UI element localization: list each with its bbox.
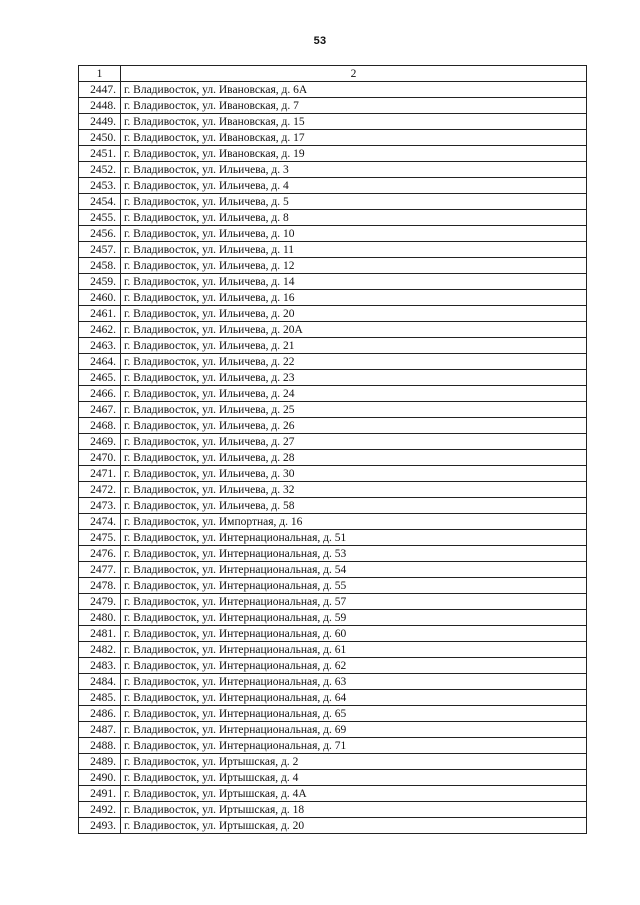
row-number-cell: 2466.: [79, 386, 121, 402]
row-number-cell: 2489.: [79, 754, 121, 770]
address-cell: г. Владивосток, ул. Ильичева, д. 32: [121, 482, 587, 498]
row-number-cell: 2478.: [79, 578, 121, 594]
column-header-number: 1: [79, 66, 121, 82]
row-number-cell: 2485.: [79, 690, 121, 706]
page-number: 53: [313, 35, 327, 47]
address-cell: г. Владивосток, ул. Интернациональная, д. 62: [121, 658, 587, 674]
table-row: [79, 786, 587, 802]
row-number-cell: 2468.: [79, 418, 121, 434]
table-row: [79, 146, 587, 162]
table-row: [79, 562, 587, 578]
row-number-cell: 2491.: [79, 786, 121, 802]
row-number-cell: 2461.: [79, 306, 121, 322]
row-number-cell: 2455.: [79, 210, 121, 226]
address-cell: г. Владивосток, ул. Иртышская, д. 2: [121, 754, 587, 770]
address-cell: г. Владивосток, ул. Ивановская, д. 19: [121, 146, 587, 162]
address-cell: г. Владивосток, ул. Ивановская, д. 6А: [121, 82, 587, 98]
table-body: [79, 82, 587, 834]
address-cell: г. Владивосток, ул. Интернациональная, д. 55: [121, 578, 587, 594]
row-number-cell: 2470.: [79, 450, 121, 466]
table-row: [79, 578, 587, 594]
table-row: [79, 242, 587, 258]
table-row: [79, 754, 587, 770]
address-cell: г. Владивосток, ул. Иртышская, д. 4: [121, 770, 587, 786]
table-row: [79, 738, 587, 754]
address-cell: г. Владивосток, ул. Интернациональная, д. 51: [121, 530, 587, 546]
row-number-cell: 2481.: [79, 626, 121, 642]
table-row: [79, 514, 587, 530]
row-number-cell: 2492.: [79, 802, 121, 818]
table-row: [79, 354, 587, 370]
table-row: [79, 210, 587, 226]
row-number-cell: 2486.: [79, 706, 121, 722]
address-cell: г. Владивосток, ул. Ильичева, д. 23: [121, 370, 587, 386]
row-number-cell: 2480.: [79, 610, 121, 626]
table-row: [79, 434, 587, 450]
row-number-cell: 2471.: [79, 466, 121, 482]
row-number-cell: 2449.: [79, 114, 121, 130]
row-number-cell: 2493.: [79, 818, 121, 834]
table-row: [79, 130, 587, 146]
table-row: [79, 322, 587, 338]
address-cell: г. Владивосток, ул. Ильичева, д. 4: [121, 178, 587, 194]
row-number-cell: 2460.: [79, 290, 121, 306]
row-number-cell: 2477.: [79, 562, 121, 578]
address-cell: г. Владивосток, ул. Импортная, д. 16: [121, 514, 587, 530]
table-row: [79, 770, 587, 786]
address-cell: г. Владивосток, ул. Интернациональная, д. 53: [121, 546, 587, 562]
table-row: [79, 690, 587, 706]
row-number-cell: 2454.: [79, 194, 121, 210]
address-cell: г. Владивосток, ул. Ильичева, д. 12: [121, 258, 587, 274]
address-cell: г. Владивосток, ул. Ильичева, д. 11: [121, 242, 587, 258]
row-number-cell: 2474.: [79, 514, 121, 530]
row-number-cell: 2479.: [79, 594, 121, 610]
table-row: [79, 626, 587, 642]
address-cell: г. Владивосток, ул. Ильичева, д. 21: [121, 338, 587, 354]
address-cell: г. Владивосток, ул. Интернациональная, д. 54: [121, 562, 587, 578]
address-cell: г. Владивосток, ул. Ильичева, д. 14: [121, 274, 587, 290]
table-row: [79, 370, 587, 386]
address-cell: г. Владивосток, ул. Иртышская, д. 20: [121, 818, 587, 834]
table-row: [79, 546, 587, 562]
address-cell: г. Владивосток, ул. Ильичева, д. 3: [121, 162, 587, 178]
address-cell: г. Владивосток, ул. Ильичева, д. 58: [121, 498, 587, 514]
table-row: [79, 818, 587, 834]
table-row: [79, 194, 587, 210]
table-row: [79, 178, 587, 194]
address-cell: г. Владивосток, ул. Интернациональная, д. 64: [121, 690, 587, 706]
address-cell: г. Владивосток, ул. Интернациональная, д. 59: [121, 610, 587, 626]
row-number-cell: 2472.: [79, 482, 121, 498]
table-row: [79, 258, 587, 274]
row-number-cell: 2475.: [79, 530, 121, 546]
column-header-address: 2: [121, 66, 587, 82]
address-cell: г. Владивосток, ул. Ильичева, д. 10: [121, 226, 587, 242]
table-row: [79, 594, 587, 610]
table-row: [79, 402, 587, 418]
row-number-cell: 2469.: [79, 434, 121, 450]
table-row: [79, 98, 587, 114]
table-row: [79, 162, 587, 178]
address-cell: г. Владивосток, ул. Ильичева, д. 24: [121, 386, 587, 402]
table-row: [79, 482, 587, 498]
address-cell: г. Владивосток, ул. Ивановская, д. 17: [121, 130, 587, 146]
address-table: [78, 65, 587, 834]
table-header-row: [79, 66, 587, 82]
row-number-cell: 2464.: [79, 354, 121, 370]
row-number-cell: 2456.: [79, 226, 121, 242]
row-number-cell: 2447.: [79, 82, 121, 98]
address-cell: г. Владивосток, ул. Иртышская, д. 18: [121, 802, 587, 818]
row-number-cell: 2488.: [79, 738, 121, 754]
table-row: [79, 674, 587, 690]
row-number-cell: 2463.: [79, 338, 121, 354]
row-number-cell: 2453.: [79, 178, 121, 194]
address-cell: г. Владивосток, ул. Ильичева, д. 5: [121, 194, 587, 210]
row-number-cell: 2451.: [79, 146, 121, 162]
row-number-cell: 2467.: [79, 402, 121, 418]
table-row: [79, 466, 587, 482]
row-number-cell: 2484.: [79, 674, 121, 690]
table-row: [79, 306, 587, 322]
table-row: [79, 114, 587, 130]
address-cell: г. Владивосток, ул. Ивановская, д. 15: [121, 114, 587, 130]
row-number-cell: 2473.: [79, 498, 121, 514]
address-cell: г. Владивосток, ул. Ильичева, д. 22: [121, 354, 587, 370]
address-cell: г. Владивосток, ул. Интернациональная, д. 71: [121, 738, 587, 754]
address-cell: г. Владивосток, ул. Ильичева, д. 20А: [121, 322, 587, 338]
address-cell: г. Владивосток, ул. Ильичева, д. 30: [121, 466, 587, 482]
table-row: [79, 642, 587, 658]
address-cell: г. Владивосток, ул. Иртышская, д. 4А: [121, 786, 587, 802]
table-row: [79, 386, 587, 402]
table-row: [79, 498, 587, 514]
row-number-cell: 2482.: [79, 642, 121, 658]
row-number-cell: 2459.: [79, 274, 121, 290]
address-cell: г. Владивосток, ул. Ильичева, д. 20: [121, 306, 587, 322]
table-row: [79, 802, 587, 818]
address-cell: г. Владивосток, ул. Интернациональная, д. 61: [121, 642, 587, 658]
row-number-cell: 2458.: [79, 258, 121, 274]
table-row: [79, 450, 587, 466]
address-cell: г. Владивосток, ул. Ильичева, д. 8: [121, 210, 587, 226]
address-cell: г. Владивосток, ул. Ильичева, д. 27: [121, 434, 587, 450]
table-row: [79, 610, 587, 626]
table-row: [79, 82, 587, 98]
row-number-cell: 2483.: [79, 658, 121, 674]
table-row: [79, 658, 587, 674]
row-number-cell: 2490.: [79, 770, 121, 786]
row-number-cell: 2462.: [79, 322, 121, 338]
row-number-cell: 2452.: [79, 162, 121, 178]
address-cell: г. Владивосток, ул. Ильичева, д. 25: [121, 402, 587, 418]
address-cell: г. Владивосток, ул. Ивановская, д. 7: [121, 98, 587, 114]
address-cell: г. Владивосток, ул. Интернациональная, д. 69: [121, 722, 587, 738]
row-number-cell: 2487.: [79, 722, 121, 738]
row-number-cell: 2450.: [79, 130, 121, 146]
address-cell: г. Владивосток, ул. Интернациональная, д. 63: [121, 674, 587, 690]
table-row: [79, 530, 587, 546]
row-number-cell: 2457.: [79, 242, 121, 258]
address-cell: г. Владивосток, ул. Интернациональная, д. 60: [121, 626, 587, 642]
table-row: [79, 418, 587, 434]
address-cell: г. Владивосток, ул. Ильичева, д. 28: [121, 450, 587, 466]
table-row: [79, 226, 587, 242]
address-cell: г. Владивосток, ул. Интернациональная, д. 65: [121, 706, 587, 722]
table-row: [79, 338, 587, 354]
table-row: [79, 290, 587, 306]
address-cell: г. Владивосток, ул. Ильичева, д. 26: [121, 418, 587, 434]
table-row: [79, 274, 587, 290]
row-number-cell: 2465.: [79, 370, 121, 386]
table-row: [79, 722, 587, 738]
table-row: [79, 706, 587, 722]
address-cell: г. Владивосток, ул. Ильичева, д. 16: [121, 290, 587, 306]
row-number-cell: 2476.: [79, 546, 121, 562]
row-number-cell: 2448.: [79, 98, 121, 114]
address-cell: г. Владивосток, ул. Интернациональная, д. 57: [121, 594, 587, 610]
